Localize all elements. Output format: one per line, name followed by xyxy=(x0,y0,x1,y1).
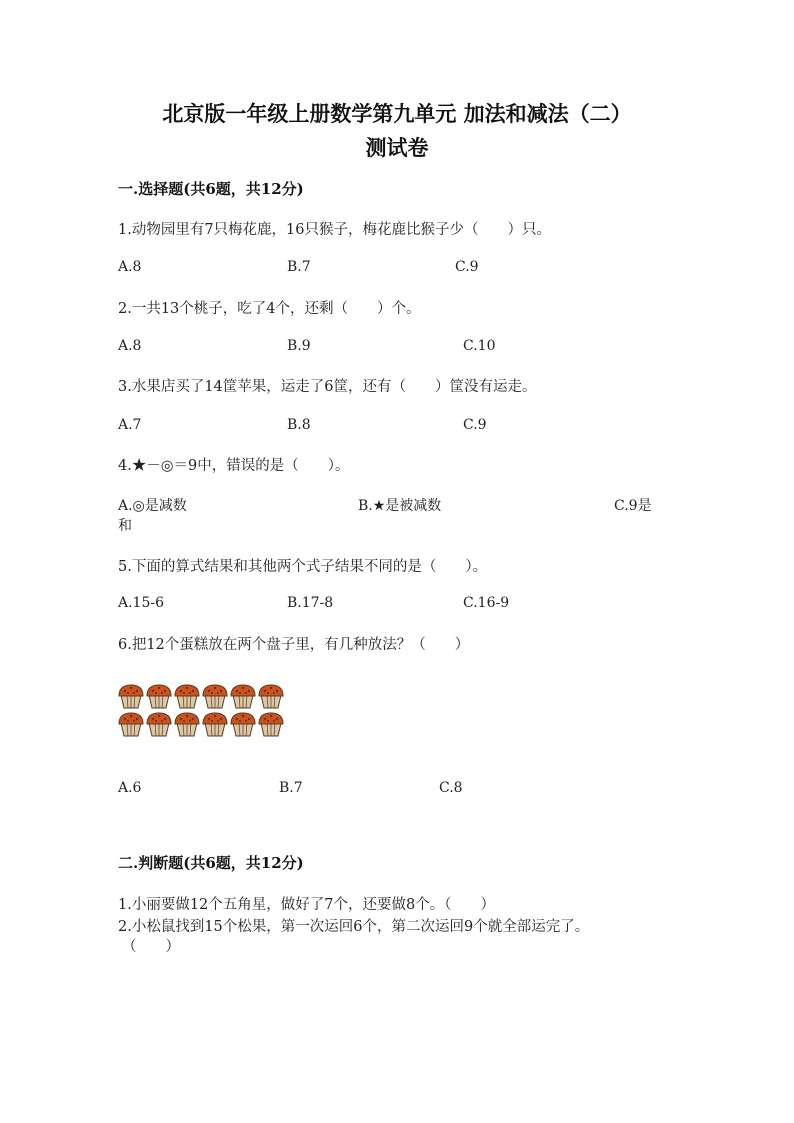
question-5: 5.下面的算式结果和其他两个式子结果不同的是（ ）。 xyxy=(118,559,488,575)
cake-2 xyxy=(147,685,171,708)
judge-question-1: 1.小丽要做12个五角星，做好了7个，还要做8个。（ ） xyxy=(118,897,495,913)
option-2a: A.8 xyxy=(118,338,142,354)
cake-12 xyxy=(259,713,283,736)
option-1b: B.7 xyxy=(287,259,311,275)
cake-5 xyxy=(231,685,255,708)
cake-1 xyxy=(119,685,143,708)
option-4c-wrap: 和 xyxy=(118,518,132,534)
page-title: 北京版一年级上册数学第九单元 加法和减法（二） xyxy=(162,101,632,126)
cake-8 xyxy=(147,713,171,736)
option-4c: C.9是 xyxy=(614,498,652,514)
judge-question-2: 2.小松鼠找到15个松果，第一次运回6个，第二次运回9个就全部运完了。 xyxy=(118,919,590,935)
option-3c: C.9 xyxy=(463,417,487,433)
option-1c: C.9 xyxy=(455,259,479,275)
option-5c: C.16-9 xyxy=(463,595,510,611)
option-4a: A.◎是减数 xyxy=(118,498,187,514)
section-heading-choice: 一.选择题(共6题，共12分) xyxy=(118,180,304,198)
option-6b: B.7 xyxy=(279,780,303,796)
question-1: 1.动物园里有7只梅花鹿，16只猴子，梅花鹿比猴子少（ ）只。 xyxy=(118,222,552,238)
option-2b: B.9 xyxy=(287,338,311,354)
cake-3 xyxy=(175,685,199,708)
cake-4 xyxy=(203,685,227,708)
option-3a: A.7 xyxy=(118,417,142,433)
question-2: 2.一共13个桃子，吃了4个，还剩（ ）个。 xyxy=(118,301,421,317)
cake-7 xyxy=(119,713,143,736)
question-3: 3.水果店买了14筐苹果，运走了6筐，还有（ ）筐没有运走。 xyxy=(118,379,537,395)
cake-10 xyxy=(203,713,227,736)
option-6a: A.6 xyxy=(118,780,142,796)
judge-question-2-answer: （ ） xyxy=(122,939,180,955)
option-4b: B.★是被减数 xyxy=(358,498,442,514)
option-6c: C.8 xyxy=(439,780,463,796)
page-subtitle: 测试卷 xyxy=(365,135,429,160)
cake-9 xyxy=(175,713,199,736)
option-5b: B.17-8 xyxy=(287,595,334,611)
option-5a: A.15-6 xyxy=(118,595,165,611)
cake-11 xyxy=(231,713,255,736)
question-4: 4.★－◎＝9中，错误的是（ ）。 xyxy=(118,458,350,474)
cake-6 xyxy=(259,685,283,708)
question-6: 6.把12个蛋糕放在两个盘子里，有几种放法？（ ） xyxy=(118,637,470,653)
section-heading-judge: 二.判断题(共6题，共12分) xyxy=(118,854,304,872)
option-3b: B.8 xyxy=(287,417,311,433)
option-1a: A.8 xyxy=(118,259,142,275)
cakes-illustration xyxy=(118,683,290,739)
option-2c: C.10 xyxy=(463,338,496,354)
